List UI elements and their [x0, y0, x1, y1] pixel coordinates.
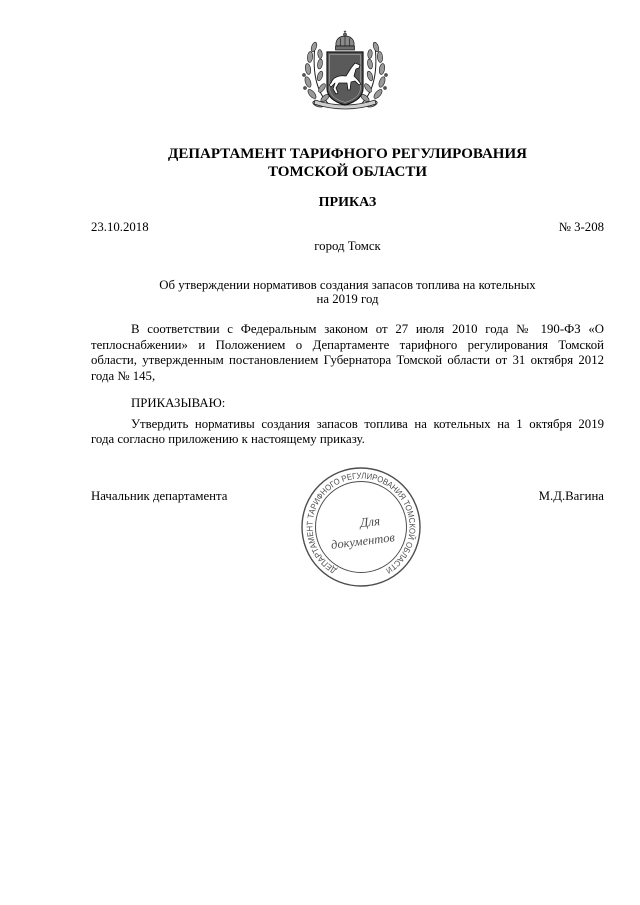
department-name-line2: ТОМСКОЙ ОБЛАСТИ	[267, 164, 428, 180]
document-date: 23.10.2018	[91, 220, 149, 234]
order-line: года согласно приложению к настоящему приказу.	[91, 432, 365, 447]
preamble-line: В соответствии с Федеральным законом от 27 июля 2010 года № 190-ФЗ «О	[131, 322, 604, 336]
document-subject	[91, 278, 604, 306]
crown-icon	[336, 31, 355, 51]
stamp-center-line1: Для	[359, 512, 381, 531]
official-stamp	[300, 466, 424, 590]
department-name-line1: ДЕПАРТАМЕНТ ТАРИФНОГО РЕГУЛИРОВАНИЯ	[168, 146, 527, 162]
preamble-line: теплоснабжении» и Положением о Департаменте тарифного регулирования Томской	[91, 337, 604, 352]
preamble-line: области, утвержденным постановлением Губернатора Томской области от 31 октября 2012	[91, 353, 604, 368]
signatory-name: М.Д.Вагина	[538, 489, 604, 503]
city-name: город Томск	[314, 239, 381, 253]
subject-line: на 2019 год	[316, 292, 379, 306]
document-type-title: ПРИКАЗ	[318, 195, 377, 210]
coat-of-arms-icon	[300, 30, 390, 114]
order-line: Утвердить нормативы создания запасов топлива на котельных на 1 октября 2019	[131, 417, 604, 431]
document-number: № 3-208	[558, 220, 604, 234]
preamble-line: года № 145,	[91, 368, 156, 383]
signatory-position: Начальник департамента	[91, 489, 228, 503]
subject-line: Об утверждении нормативов создания запасов топлива на котельных	[159, 278, 536, 292]
date-number-row	[91, 220, 604, 236]
stamp-ring-text: ДЕПАРТАМЕНТ ТАРИФНОГО РЕГУЛИРОВАНИЯ ТОМСКОЙ ОБЛАСТИ	[304, 470, 418, 577]
order-heading: ПРИКАЗЫВАЮ:	[131, 396, 226, 410]
stamp-center-line2: документов	[330, 530, 396, 552]
department-title	[91, 145, 604, 181]
order-paragraph	[91, 417, 604, 448]
preamble-paragraph	[91, 322, 604, 384]
